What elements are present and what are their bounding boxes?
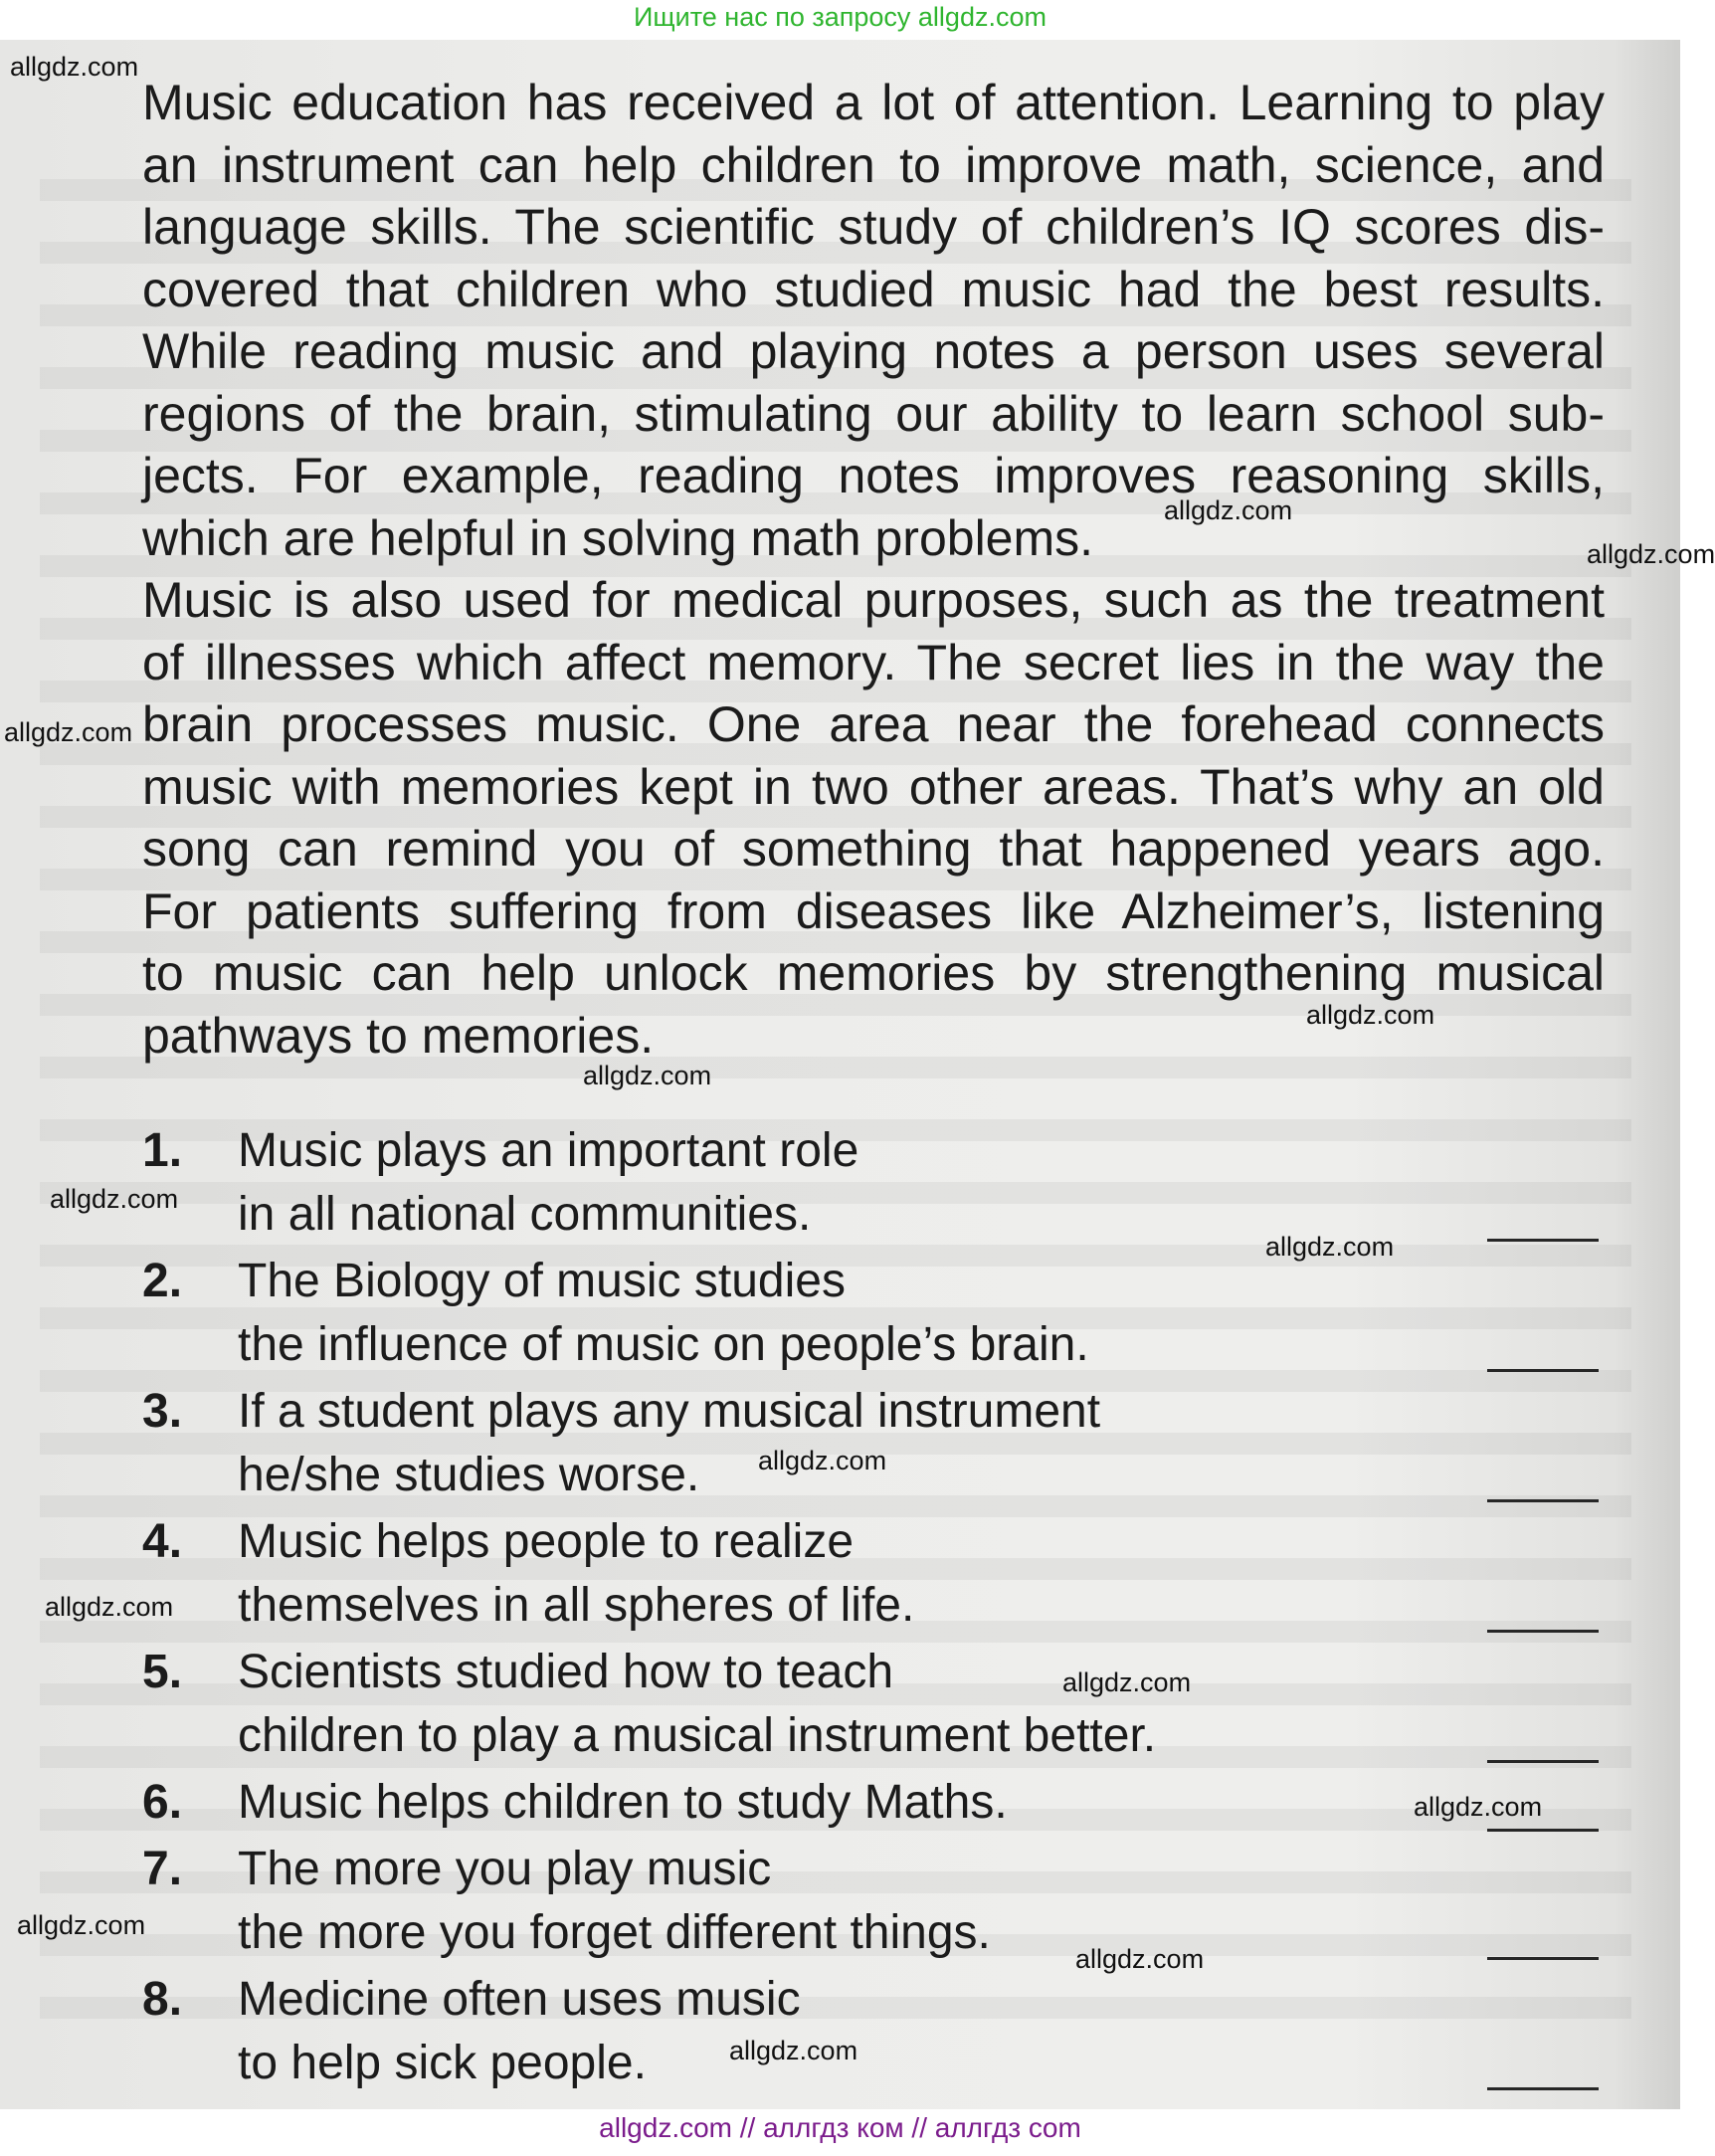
passage-line: Music is also used for medical purposes, such as the treatment [142,572,1605,628]
watermark-text: allgdz.com [1164,495,1293,525]
statement-line: to help sick people. [238,2037,647,2089]
watermark-text: allgdz.com [729,2036,858,2065]
passage-line: jects. For example, reading notes improves reasoning skills, [142,448,1605,503]
passage-line: For patients suffering from diseases like Alzheimer’s, listening [142,882,1605,939]
passage-line: Music education has received a lot of attention. Learning to play [142,75,1605,130]
statement-text [238,1641,1156,1768]
statement-item [142,1771,1605,1838]
watermark-text: allgdz.com [758,1446,887,1475]
passage-line: song can remind you of something that happened years ago. [142,821,1605,877]
answer-blank[interactable] [1487,2087,1599,2090]
statement-text [238,1380,1100,1507]
watermark-text: allgdz.com [17,1910,146,1940]
answer-blank[interactable] [1487,1760,1599,1763]
watermark-text: allgdz.com [1306,1000,1435,1030]
statement-line: Medicine often uses music [238,1973,801,2026]
statement-line: Music helps people to realize [238,1515,855,1568]
statement-item [142,1119,1605,1250]
passage-line: of illnesses which affect memory. The secret lies in the way the [142,634,1605,690]
watermark-text: allgdz.com [1062,1667,1192,1697]
watermark-text: allgdz.com [1587,539,1715,569]
statement-line: the influence of music on people’s brain. [238,1318,1089,1371]
reading-passage [142,72,1605,1067]
passage-line: an instrument can help children to improve math, science, and [142,136,1605,193]
statement-item [142,1968,1605,2098]
statement-text [238,1119,858,1247]
watermark-text: allgdz.com [4,717,133,747]
watermark-text: allgdz.com [1414,1792,1543,1822]
passage-line: language skills. The scientific study of children’s IQ scores dis- [142,199,1605,255]
watermark-text: allgdz.com [1265,1232,1395,1262]
statement-number: 6. [142,1776,183,1829]
statement-item [142,1838,1605,1968]
statement-item [142,1510,1605,1641]
answer-blank[interactable] [1487,1369,1599,1372]
passage-line: brain processes music. One area near the forehead connects [142,696,1605,752]
statement-number: 7. [142,1843,183,1895]
answer-blank[interactable] [1487,1829,1599,1832]
statement-line: Scientists studied how to teach [238,1646,894,1698]
statement-line: he/she studies worse. [238,1449,700,1501]
watermark-text: allgdz.com [45,1592,174,1622]
statement-line: Music helps children to study Maths. [238,1776,1008,1829]
statement-line: in all national communities. [238,1188,812,1241]
statement-item [142,1250,1605,1380]
statement-text [238,1968,801,2095]
statement-number: 4. [142,1515,183,1568]
statement-line: If a student plays any musical instrument [238,1385,1101,1438]
bottom-banner[interactable]: allgdz.com // аллгдз ком // аллгдз com [599,2112,1081,2143]
statement-line: Music plays an important role [238,1124,859,1177]
statement-line: The more you play music [238,1843,772,1895]
answer-blank[interactable] [1487,1957,1599,1960]
passage-line: to music can help unlock memories by strengthening musical [142,945,1605,1001]
statement-line: The Biology of music studies [238,1255,846,1307]
answer-blank[interactable] [1487,1499,1599,1502]
statement-text [238,1838,991,1965]
answer-blank[interactable] [1487,1239,1599,1242]
watermark-text: allgdz.com [50,1184,179,1214]
textbook-page [0,40,1715,2109]
passage-line: which are helpful in solving math problems. [142,509,1094,566]
statement-text [238,1250,1089,1377]
watermark-text: allgdz.com [1075,1944,1205,1974]
statement-line: children to play a musical instrument better. [238,1709,1157,1762]
true-false-statements [142,1119,1605,2098]
statement-number: 5. [142,1646,183,1698]
watermark-text: allgdz.com [583,1061,712,1090]
passage-line: pathways to memories. [142,1007,655,1064]
statement-number: 2. [142,1255,183,1307]
passage-line: music with memories kept in two other areas. That’s why an old [142,758,1605,815]
statement-item [142,1641,1605,1771]
passage-line: While reading music and playing notes a person uses several [142,323,1605,379]
statement-line: the more you forget different things. [238,1906,991,1959]
answer-blank[interactable] [1487,1630,1599,1633]
passage-line: covered that children who studied music had the best results. [142,261,1605,317]
statement-number: 1. [142,1124,183,1177]
passage-line: regions of the brain, stimulating our ability to learn school sub- [142,385,1605,442]
watermark-text: allgdz.com [10,52,139,82]
statement-number: 3. [142,1385,183,1438]
statement-number: 8. [142,1973,183,2026]
statement-text [238,1771,1008,1835]
statement-line: themselves in all spheres of life. [238,1579,915,1632]
top-banner[interactable]: Ищите нас по запросу allgdz.com [634,2,1047,32]
statement-text [238,1510,914,1638]
